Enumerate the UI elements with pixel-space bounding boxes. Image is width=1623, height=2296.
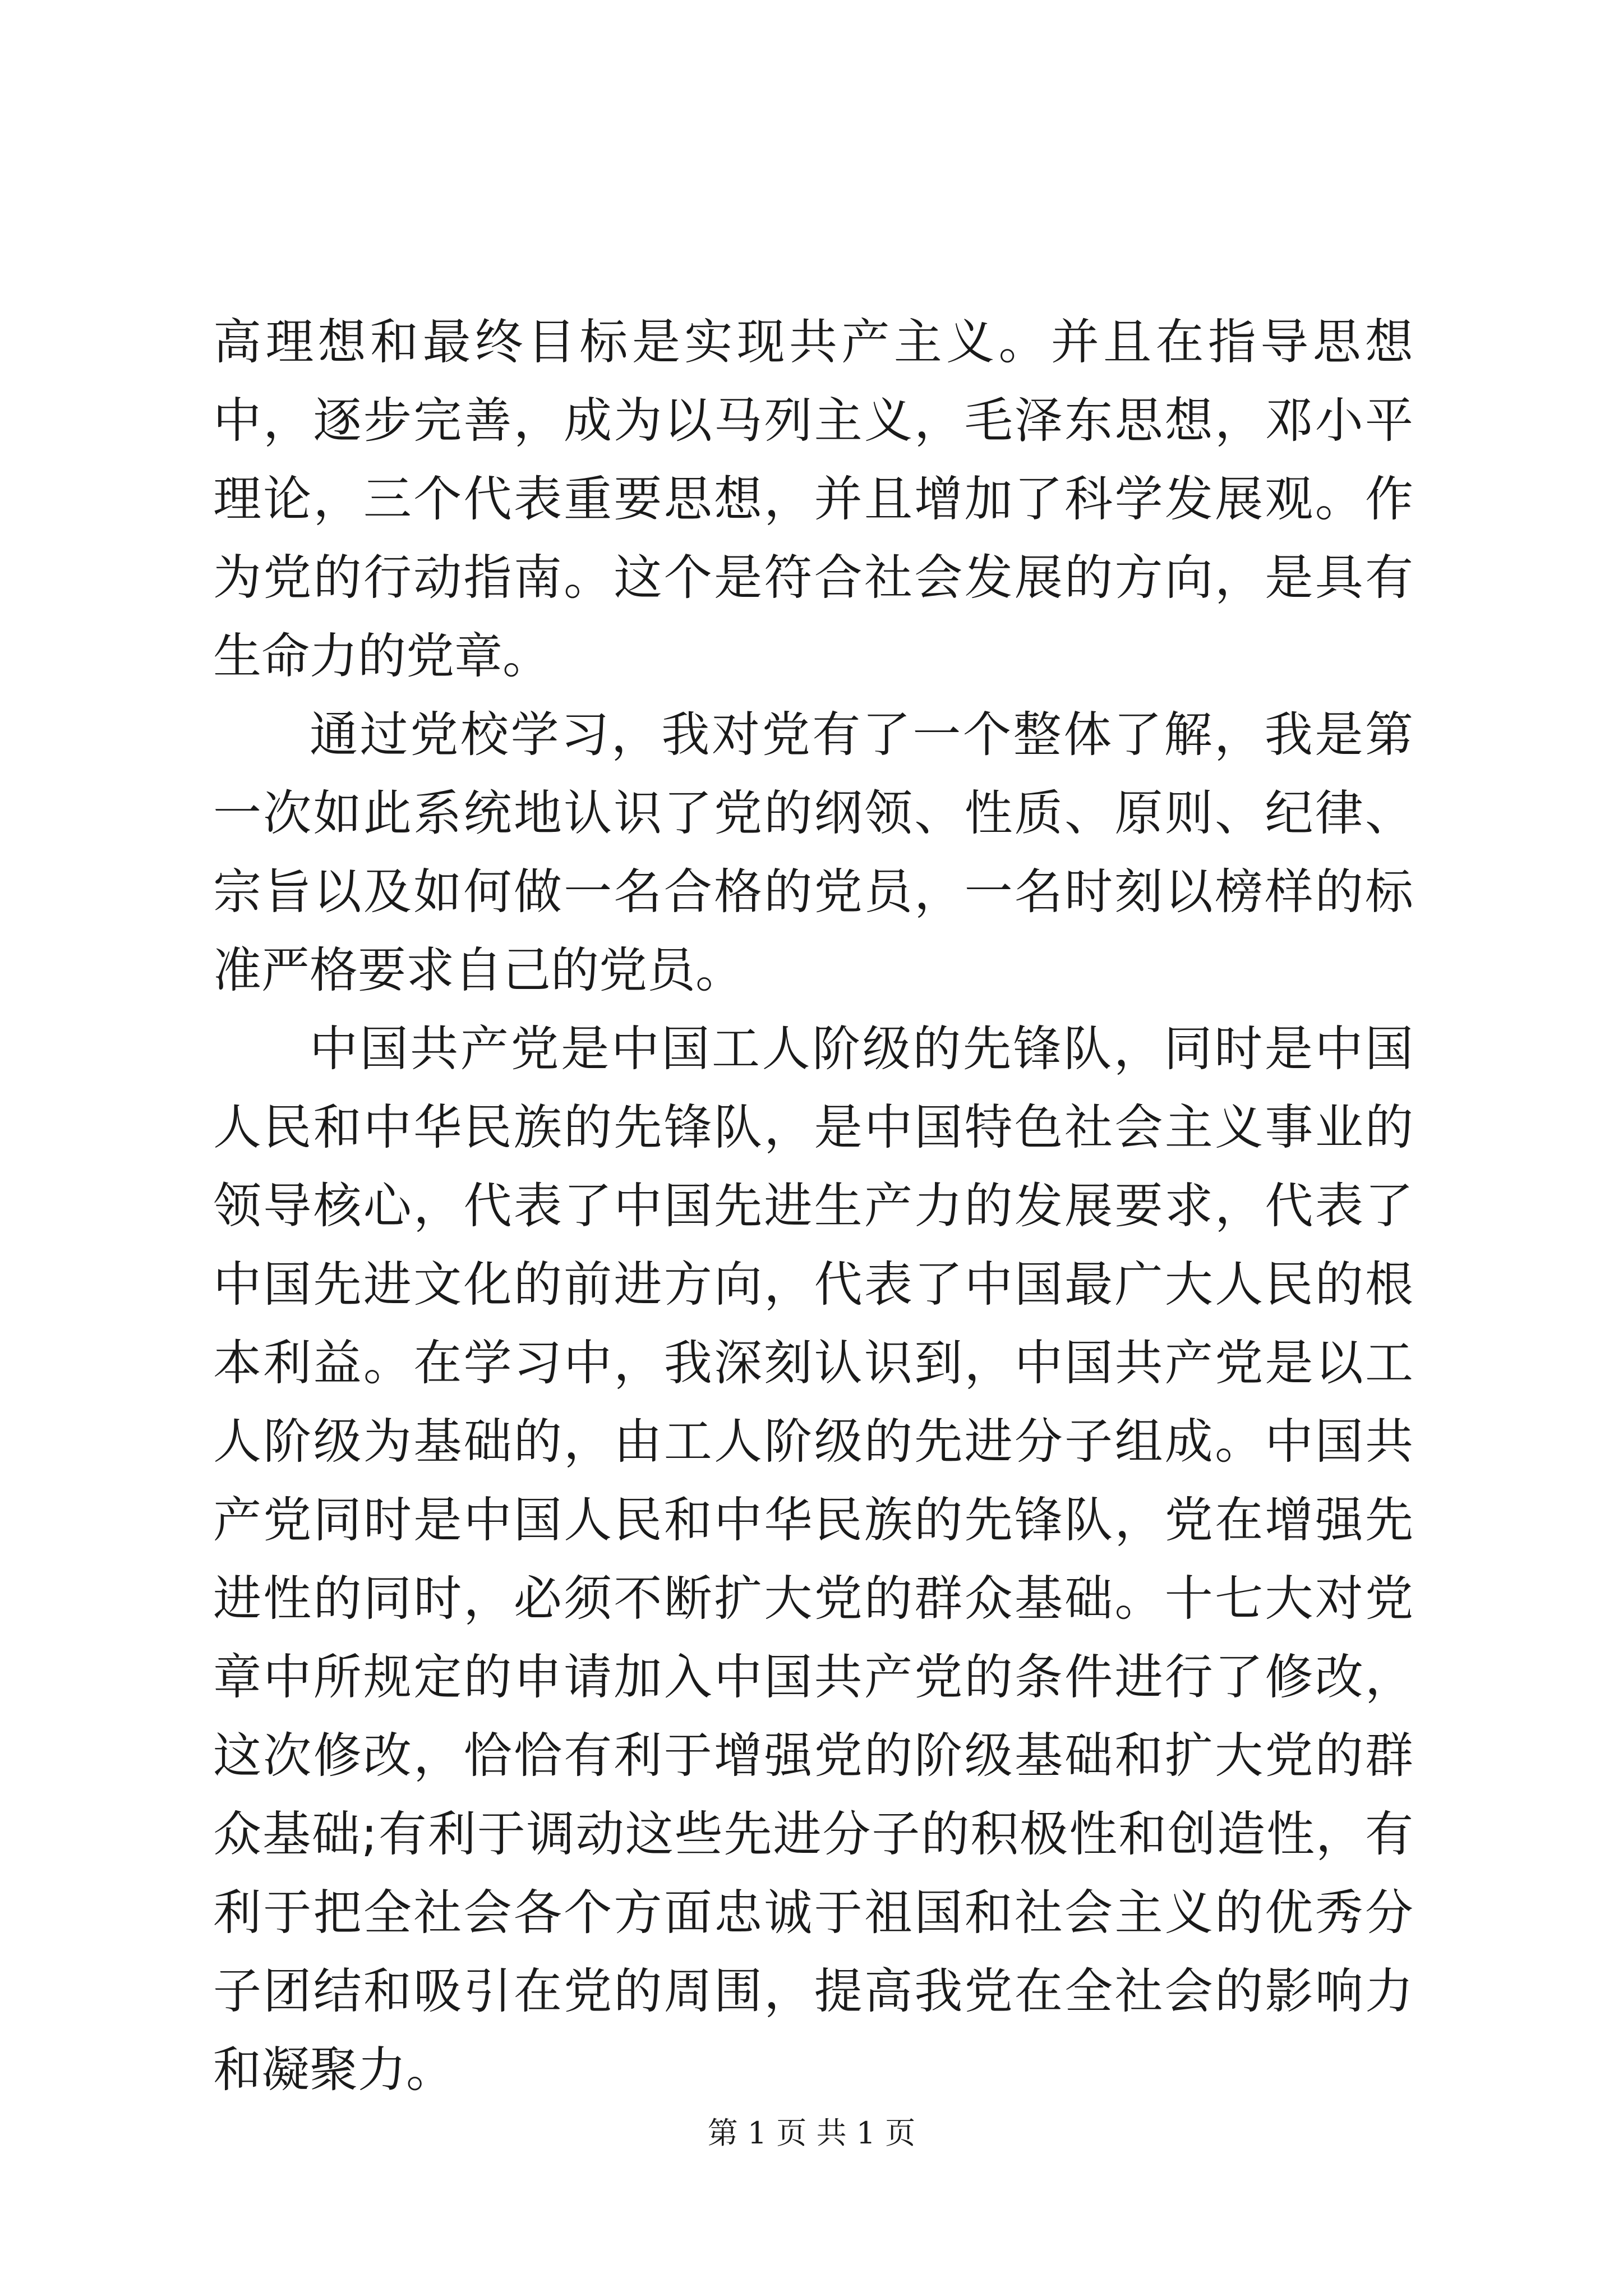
page-footer: 第 1 页 共 1 页	[707, 2115, 916, 2151]
paragraph-party-school-study: 通过党校学习，我对党有了一个整体了解，我是第一次如此系统地认识了党的纲领、性质、原则、纪律、宗旨以及如何做一名合格的党员，一名时刻以榜样的标准严格要求自己的党员。	[213, 707, 1413, 999]
document-body	[213, 303, 1413, 2109]
paragraph-vanguard: 中国共产党是中国工人阶级的先锋队，同时是中国人民和中华民族的先锋队，是中国特色社会主义事业的领导核心，代表了中国先进生产力的发展要求，代表了中国先进文化的前进方向，代表了中国最广大人民的根本利益。在学习中，我深刻认识到，中国共产党是以工人阶级为基础的，由工人阶级的先进分子组成。中国共产党同时是中国人民和中华民族的先锋队，党在增强先进性的同时，必须不断扩大党的群众基础。十七大对党章中所规定的申请加入中国共产党的条件进行了修改，这次修改，恰恰有利于增强党的阶级基础和扩大党的群众基础;有利于调动这些先进分子的积极性和创造性，有利于把全社会各个方面忠诚于祖国和社会主义的优秀分子团结和吸引在党的周围，提高我党在全社会的影响力和凝聚力。	[213, 1021, 1413, 2098]
paragraph-continuation: 高理想和最终目标是实现共产主义。并且在指导思想中，逐步完善，成为以马列主义，毛泽东思想，邓小平理论，三个代表重要思想，并且增加了科学发展观。作为党的行动指南。这个是符合社会发展的方向，是具有生命力的党章。	[213, 314, 1413, 684]
